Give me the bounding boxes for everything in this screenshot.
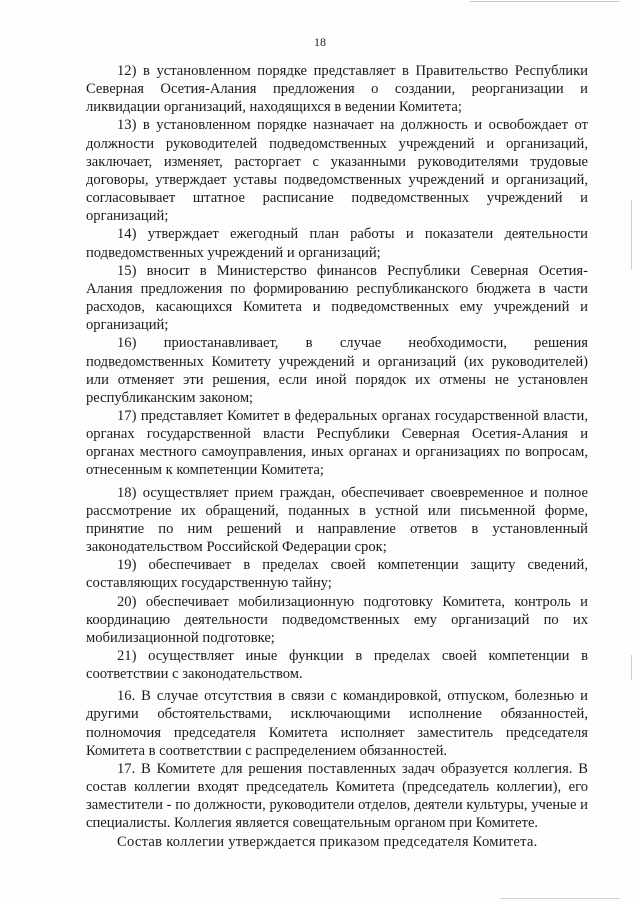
scan-edge-line	[470, 1, 620, 2]
paragraph-item-13: 13) в установленном порядке назначает на должность и освобождает от должности руководителей подведомственных учреждений и организаций, заключает, изменяет, расторгает с указанными руководителями трудовые договоры, утверждает уставы подведомственных учреждений и организаций, согласовывает штатное расписание подведомственных учреждений и организаций;	[86, 117, 588, 225]
scan-edge-mark	[631, 200, 632, 270]
document-body	[86, 62, 588, 851]
paragraph-item-17: 17) представляет Комитет в федеральных органах государственной власти, органах государственной власти Республики Северная Осетия-Алания и органах местного самоуправления, иных органах и организациях по вопросам, отнесенным к компетенции Комитета;	[86, 407, 588, 479]
paragraph-item-14: 14) утверждает ежегодный план работы и показатели деятельности подведомственных учреждений и организаций;	[86, 226, 588, 261]
paragraph-item-15: 15) вносит в Министерство финансов Республики Северная Осетия-Алания предложения по формированию республиканского бюджета в части расходов, касающихся Комитета и подведомственных ему учреждений и организаций;	[86, 262, 588, 334]
paragraph-commission-composition: Состав коллегии утверждается приказом председателя Комитета.	[117, 833, 538, 850]
paragraph-item-12: 12) в установленном порядке представляет в Правительство Республики Северная Осетия-Алания предложения о создании, реорганизации и ликвидации организаций, находящихся в ведении Комитета;	[86, 63, 588, 116]
paragraph-section-17: 17. В Комитете для решения поставленных задач образуется коллегия. В состав коллегии входят председатель Комитета (председатель коллегии), его заместители - по должности, руководители отделов, деятели культуры, ученые и специалисты. Коллегия является совещательным органом при Комитете.	[86, 760, 588, 832]
paragraph-item-21: 21) осуществляет иные функции в пределах своей компетенции в соответствии с законодательством.	[86, 648, 588, 683]
paragraph-item-18: 18) осуществляет прием граждан, обеспечивает своевременное и полное рассмотрение их обращений, поданных в устной или письменной форме, принятие по ним решений и направление ответов в установленный законодательством Российской Федерации срок;	[86, 484, 588, 556]
page-number: 18	[314, 35, 326, 49]
scan-edge-mark	[631, 655, 632, 680]
scan-edge-line	[500, 898, 620, 899]
paragraph-section-16: 16. В случае отсутствия в связи с командировкой, отпуском, болезнью и другими обстоятельствами, исключающими исполнение обязанностей, полномочия председателя Комитета исполняет заместитель председателя Комитета в соответствии с распределением обязанностей.	[86, 688, 588, 759]
paragraph-item-19: 19) обеспечивает в пределах своей компетенции защиту сведений, составляющих государственную тайну;	[86, 557, 588, 592]
paragraph-item-16: 16) приостанавливает, в случае необходимости, решения подведомственных Комитету учреждений и организаций (их руководителей) или отменяет эти решения, если иной порядок их отмены не установлен республиканским законом;	[86, 335, 588, 406]
paragraph-item-20: 20) обеспечивает мобилизационную подготовку Комитета, контроль и координацию деятельности подведомственных ему организаций по их мобилизационной подготовке;	[86, 593, 588, 646]
